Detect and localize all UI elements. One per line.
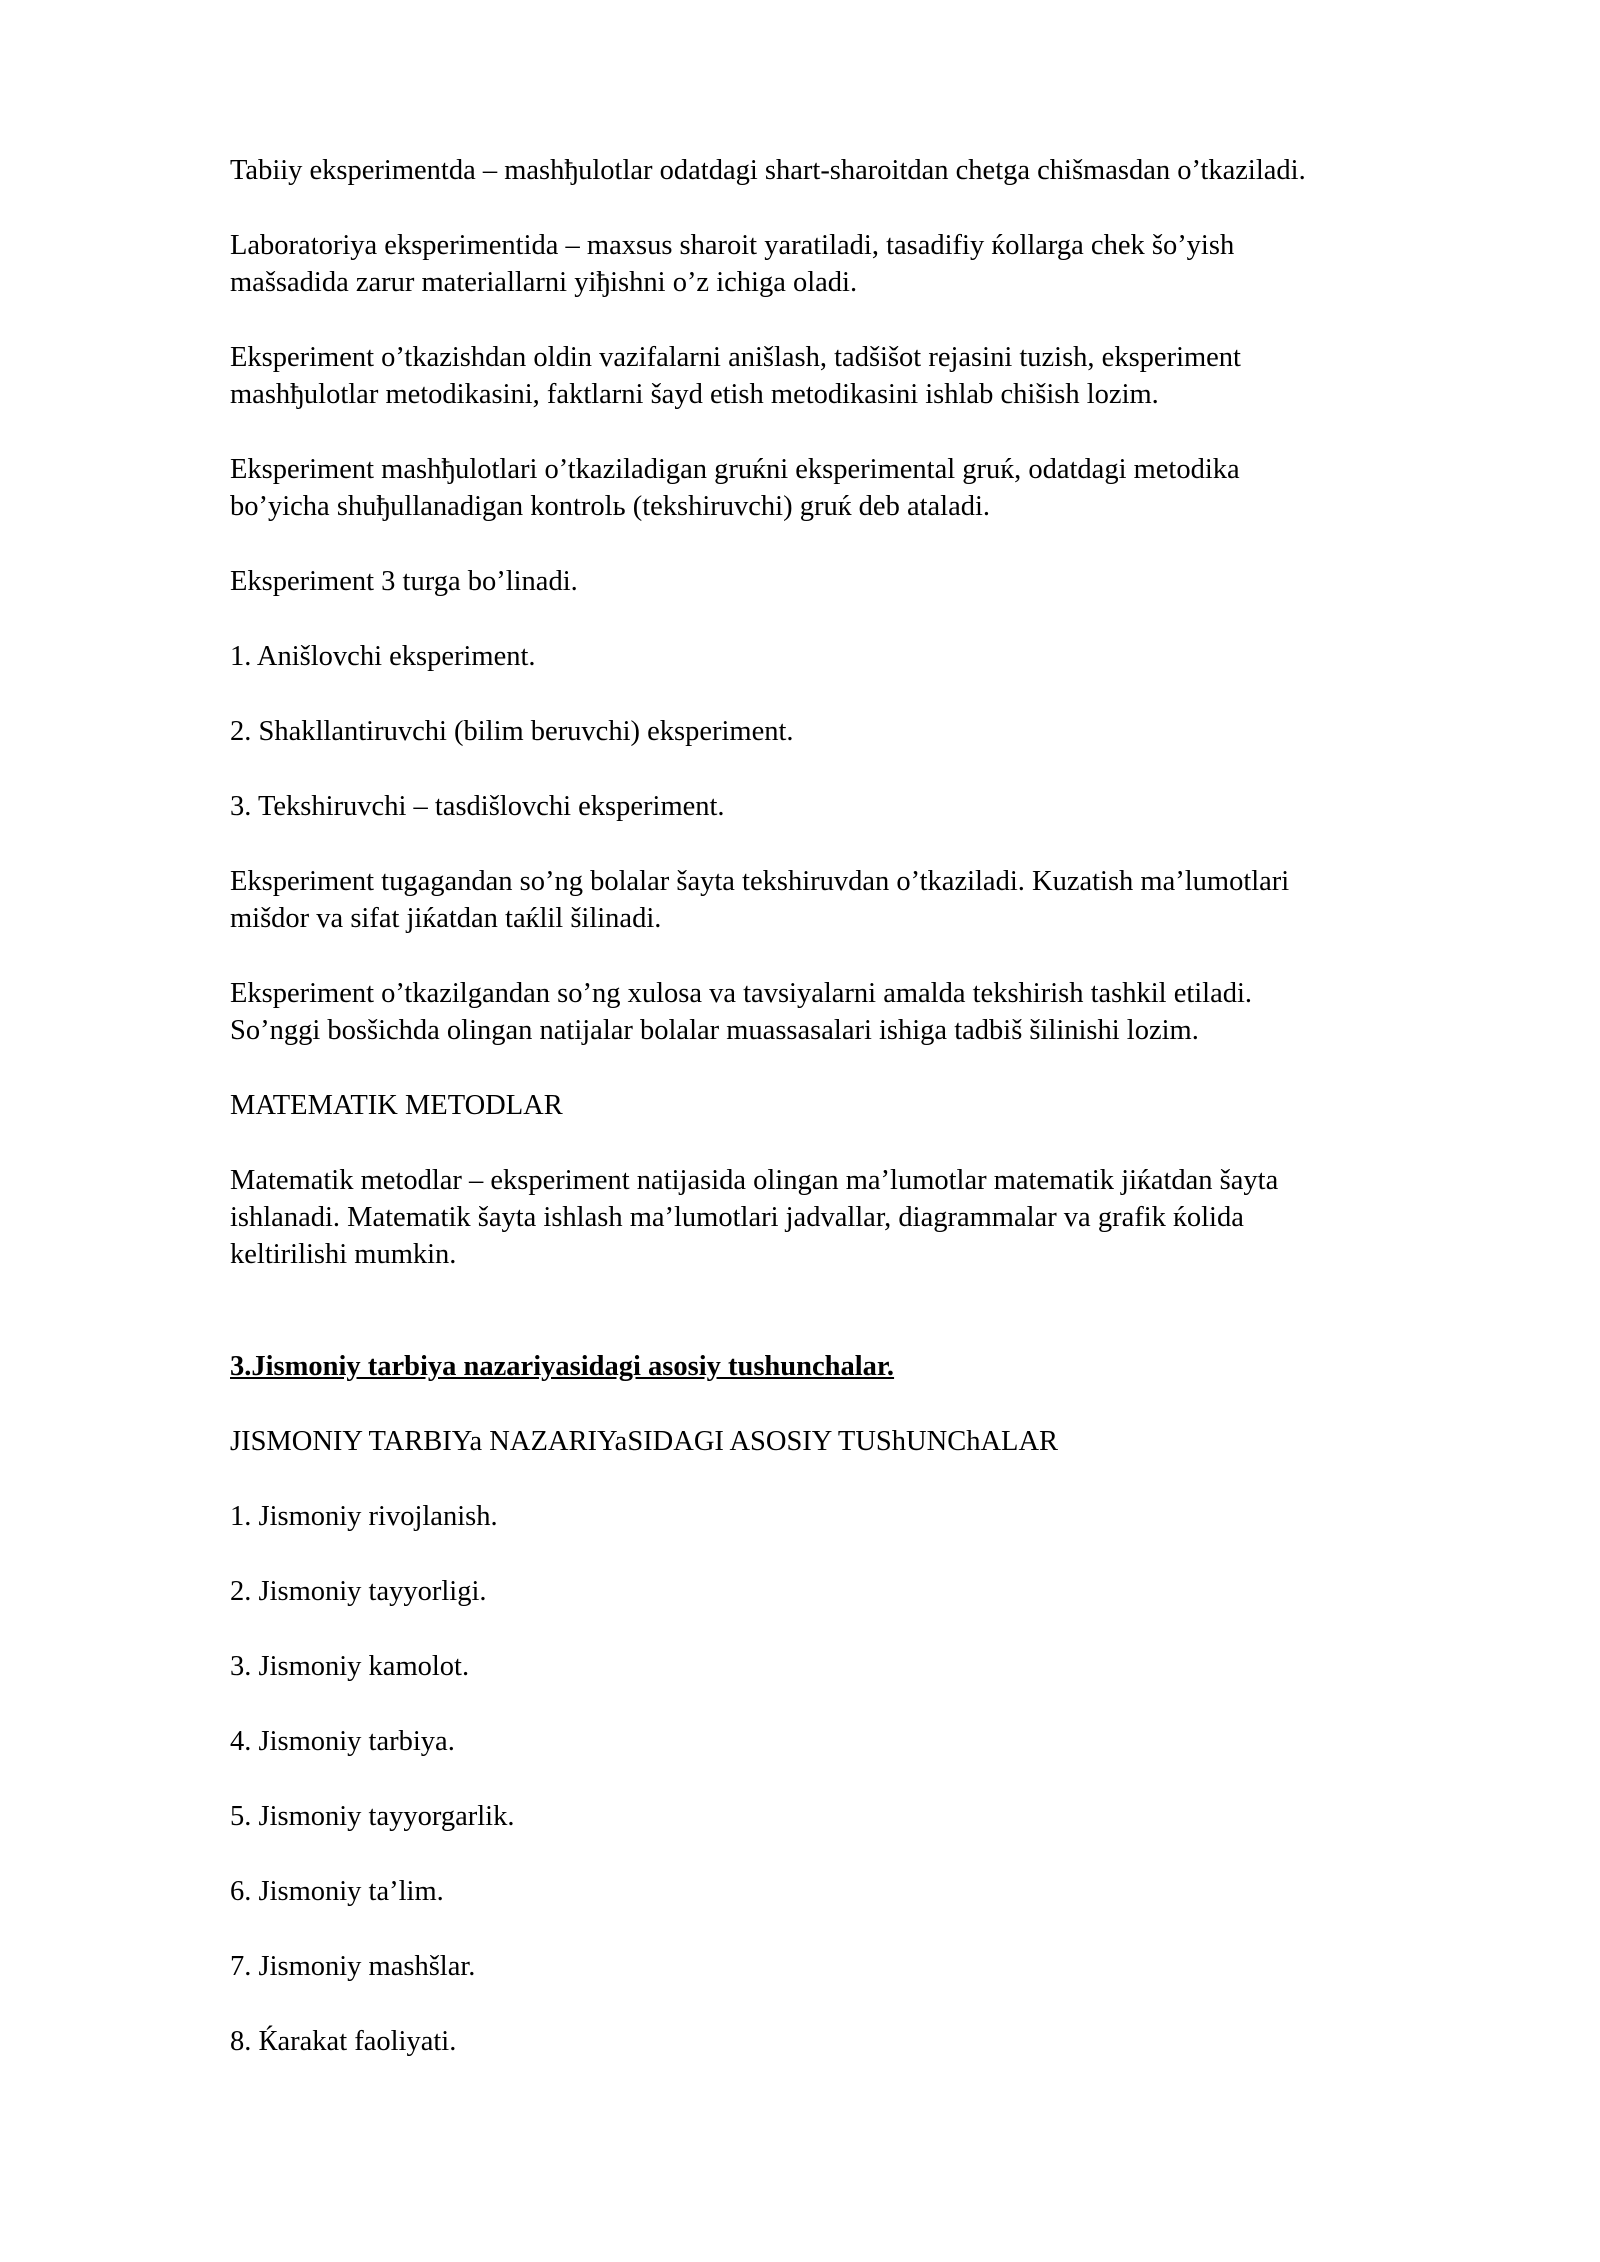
- text-line: Eksperiment 3 turga bo’linadi.: [230, 566, 578, 597]
- text-line: Eksperiment tugagandan so’ng bolalar šayta tekshiruvdan o’tkaziladi. Kuzatish ma’lumotlari: [230, 866, 1290, 897]
- list-item-text: 2. Jismoniy tayyorligi.: [230, 1576, 487, 1607]
- paragraph-natural-experiment: [230, 152, 1490, 189]
- text-line: Eksperiment o’tkazilgandan so’ng xulosa va tavsiyalarni amalda tekshirish tashkil etiladi.: [230, 978, 1253, 1009]
- document-body: [230, 152, 1490, 2098]
- list-item: [230, 1723, 1490, 1760]
- text-line: Eksperiment o’tkazishdan oldin vazifalarni anišlash, tadšišot rejasini tuzish, eksperiment: [230, 342, 1241, 373]
- list-item: [230, 1798, 1490, 1835]
- list-item-text: 7. Jismoniy mashšlar.: [230, 1951, 476, 1982]
- subheading-text: JISMONIY TARBIYa NAZARIYaSIDAGI ASOSIY TUShUNChALAR: [230, 1426, 1059, 1457]
- text-line: 1. Anišlovchi eksperiment.: [230, 641, 536, 672]
- paragraph-laboratory-experiment: [230, 227, 1490, 301]
- heading-mathematical-methods: [230, 1087, 1490, 1124]
- text-line: MATEMATIK METODLAR: [230, 1090, 563, 1121]
- text-line: Eksperiment mashђulotlari o’tkaziladigan gruќni eksperimental gruќ, odatdagi metodika: [230, 454, 1240, 485]
- list-item: [230, 1873, 1490, 1910]
- list-item-experiment-type-3: [230, 788, 1490, 825]
- paragraph-experiment-groups: [230, 451, 1490, 525]
- text-line: mašsadida zarur materiallarni yiђishni o’z ichiga oladi.: [230, 267, 858, 298]
- text-line: 2. Shakllantiruvchi (bilim beruvchi) eksperiment.: [230, 716, 794, 747]
- paragraph-conclusions: [230, 975, 1490, 1049]
- section-heading-text: 3.Jismoniy tarbiya nazariyasidagi asosiy tushunchalar.: [230, 1351, 895, 1382]
- list-item-text: 8. Ќarakat faoliyati.: [230, 2026, 457, 2057]
- list-item: [230, 2023, 1490, 2060]
- list-item-text: 5. Jismoniy tayyorgarlik.: [230, 1801, 515, 1832]
- list-item-text: 6. Jismoniy ta’lim.: [230, 1876, 444, 1907]
- subheading: [230, 1423, 1490, 1460]
- list-item-text: 4. Jismoniy tarbiya.: [230, 1726, 455, 1757]
- section-heading: [230, 1348, 1490, 1385]
- paragraph-after-experiment: [230, 863, 1490, 937]
- text-line: keltirilishi mumkin.: [230, 1239, 457, 1270]
- list-item: [230, 1948, 1490, 1985]
- paragraph-mathematical-methods: [230, 1162, 1490, 1273]
- list-item: [230, 1648, 1490, 1685]
- list-item-experiment-type-1: [230, 638, 1490, 675]
- list-item: [230, 1498, 1490, 1535]
- paragraph-experiment-preparation: [230, 339, 1490, 413]
- list-item-experiment-type-2: [230, 713, 1490, 750]
- text-line: ishlanadi. Matematik šayta ishlash ma’lumotlari jadvallar, diagrammalar va grafik ќolida: [230, 1202, 1244, 1233]
- list-item: [230, 1573, 1490, 1610]
- text-line: So’nggi bosšichda olingan natijalar bolalar muassasalari ishiga tadbiš šilinishi lozim.: [230, 1015, 1199, 1046]
- text-line: bo’yicha shuђullanadigan kontrolь (tekshiruvchi) gruќ deb ataladi.: [230, 491, 991, 522]
- text-line: Laboratoriya eksperimentida – maxsus sharoit yaratiladi, tasadifiy ќollarga chek šo’yish: [230, 230, 1235, 261]
- text-line: Matematik metodlar – eksperiment natijasida olingan ma’lumotlar matematik jiќatdan šayta: [230, 1165, 1279, 1196]
- list-item-text: 1. Jismoniy rivojlanish.: [230, 1501, 498, 1532]
- text-line: mišdor va sifat jiќatdan taќlil šilinadi.: [230, 903, 662, 934]
- paragraph-experiment-types: [230, 563, 1490, 600]
- list-item-text: 3. Jismoniy kamolot.: [230, 1651, 470, 1682]
- text-line: mashђulotlar metodikasini, faktlarni šayd etish metodikasini ishlab chišish lozim.: [230, 379, 1159, 410]
- text-line: 3. Tekshiruvchi – tasdišlovchi eksperiment.: [230, 791, 725, 822]
- text-line: Tabiiy eksperimentda – mashђulotlar odatdagi shart-sharoitdan chetga chišmasdan o’tkaziladi.: [230, 155, 1306, 186]
